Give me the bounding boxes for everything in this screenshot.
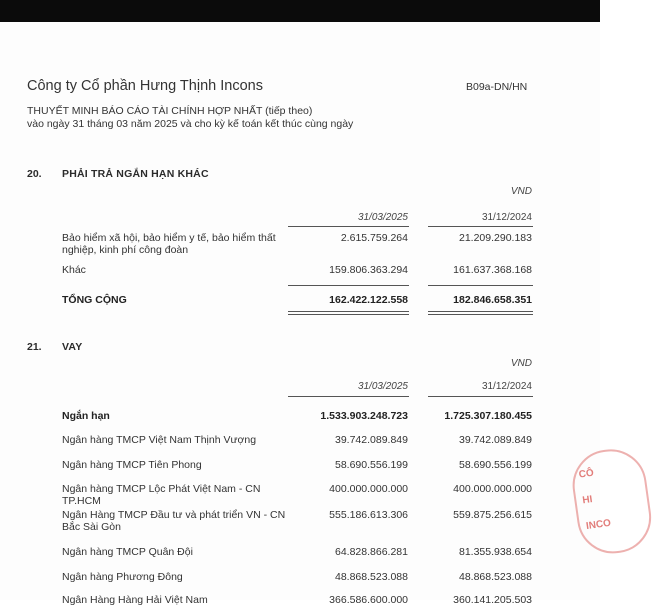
total-value: 162.422.122.558: [329, 294, 408, 306]
group-label: Ngắn hạn: [62, 410, 110, 422]
table-row-label: Khác: [62, 264, 86, 276]
total-double-line: [288, 311, 409, 312]
table-row-value: 81.355.938.654: [459, 546, 532, 558]
total-double-line: [428, 314, 533, 315]
stamp-text: INCO: [585, 517, 612, 533]
section-20-title: PHẢI TRẢ NGẮN HẠN KHÁC: [62, 168, 209, 180]
table-row-value: 400.000.000.000: [329, 483, 408, 495]
subtotal-line: [288, 285, 409, 286]
document-period: vào ngày 31 tháng 03 năm 2025 và cho kỳ kế toán kết thúc cùng ngày: [27, 118, 354, 130]
table-row-value: 366.586.600.000: [329, 594, 408, 606]
company-name: Công ty Cổ phần Hưng Thịnh Incons: [27, 78, 263, 94]
section-20-col-2024: 31/12/2024: [481, 212, 532, 223]
table-row-label: Bảo hiểm xã hội, bảo hiểm y tế, bảo hiểm thất nghiệp, kinh phí công đoàn: [62, 232, 276, 256]
table-row-value: 559.875.256.615: [453, 509, 532, 521]
table-row-value: 360.141.205.503: [453, 594, 532, 606]
top-black-bar: [0, 0, 600, 22]
document-subtitle: THUYẾT MINH BÁO CÁO TÀI CHÍNH HỢP NHẤT (tiếp theo): [27, 105, 313, 117]
section-21-unit: VND: [510, 358, 532, 369]
total-double-line: [428, 311, 533, 312]
table-row-value: 64.828.866.281: [335, 546, 408, 558]
table-row-value: 21.209.290.183: [459, 232, 532, 244]
section-20-col-2025: 31/03/2025: [357, 212, 408, 223]
table-row-value: 58.690.556.199: [459, 459, 532, 471]
stamp-text: HI: [581, 494, 594, 507]
table-row-label: Ngân hàng TMCP Lộc Phát Việt Nam - CN TP.HCM: [62, 483, 261, 507]
document-reference: B09a-DN/HN: [466, 81, 528, 93]
section-21-number: 21.: [27, 341, 42, 353]
table-row-label: Ngân Hàng TMCP Đầu tư và phát triển VN - CN Bắc Sài Gòn: [62, 509, 286, 533]
table-row-label: Ngân hàng TMCP Quân Đội: [62, 546, 193, 558]
table-row-value: 2.615.759.264: [340, 232, 408, 244]
table-row-value: 48.868.523.088: [335, 571, 408, 583]
stamp-ring: [568, 445, 656, 558]
table-row-label: Ngân Hàng Hàng Hải Việt Nam: [62, 594, 208, 606]
subtotal-line: [428, 285, 533, 286]
group-value: 1.725.307.180.455: [444, 410, 532, 422]
section-21-col-2025: 31/03/2025: [357, 381, 408, 392]
section-20-number: 20.: [27, 168, 42, 180]
table-row-value: 39.742.089.849: [459, 434, 532, 446]
table-row-label: Ngân hàng Phương Đông: [62, 571, 183, 583]
total-double-line: [288, 314, 409, 315]
table-row-label: Ngân hàng TMCP Việt Nam Thịnh Vượng: [62, 434, 257, 446]
table-row-value: 161.637.368.168: [453, 264, 532, 276]
col-underline: [428, 396, 533, 397]
section-20-unit: VND: [510, 186, 532, 197]
table-row-value: 48.868.523.088: [459, 571, 532, 583]
col-underline: [288, 226, 409, 227]
section-21-col-2024: 31/12/2024: [481, 381, 532, 392]
table-row-value: 39.742.089.849: [335, 434, 408, 446]
table-row-label: Ngân hàng TMCP Tiên Phong: [62, 459, 202, 471]
total-label: TỔNG CỘNG: [62, 294, 127, 306]
table-row-value: 159.806.363.294: [329, 264, 408, 276]
table-row-value: 400.000.000.000: [453, 483, 532, 495]
group-value: 1.533.903.248.723: [320, 410, 408, 422]
table-row-value: 555.186.613.306: [329, 509, 408, 521]
stamp-text: CÔ: [578, 467, 595, 481]
total-value: 182.846.658.351: [453, 294, 532, 306]
section-21-title: VAY: [62, 341, 83, 353]
table-row-value: 58.690.556.199: [335, 459, 408, 471]
col-underline: [288, 396, 409, 397]
col-underline: [428, 226, 533, 227]
